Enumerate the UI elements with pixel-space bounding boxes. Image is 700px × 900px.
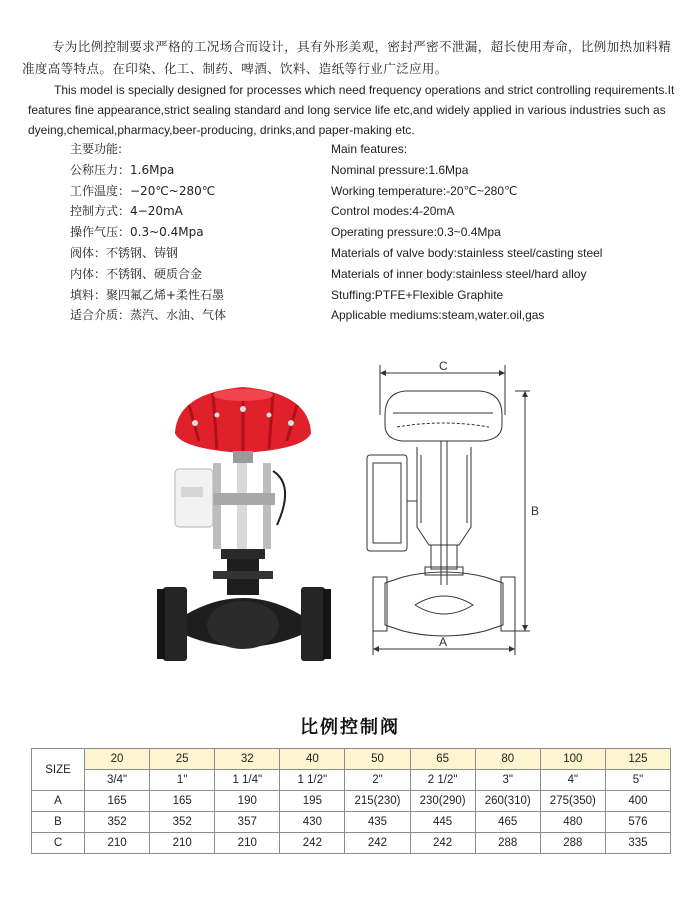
table-cell: 20 bbox=[85, 749, 150, 770]
table-cell: 445 bbox=[410, 812, 475, 833]
feature-cn-item: 阀体：不锈钢、铸钢 bbox=[70, 245, 179, 260]
table-cell: 25 bbox=[150, 749, 215, 770]
table-title: 比例控制阀 bbox=[300, 717, 400, 738]
table-cell: 335 bbox=[605, 833, 670, 854]
table-row-c bbox=[32, 833, 671, 854]
valve-photo bbox=[155, 375, 335, 665]
table-cell: 5" bbox=[605, 770, 670, 791]
table-cell: 288 bbox=[475, 833, 540, 854]
table-cell: 3/4" bbox=[85, 770, 150, 791]
table-cell: 480 bbox=[540, 812, 605, 833]
table-cell: 165 bbox=[85, 791, 150, 812]
table-cell: 260(310) bbox=[475, 791, 540, 812]
table-cell: 80 bbox=[475, 749, 540, 770]
feature-cn-item: 填料：聚四氟乙烯+柔性石墨 bbox=[70, 287, 225, 302]
feature-cn-item: 内体：不锈钢、硬质合金 bbox=[70, 266, 203, 281]
table-cell: 210 bbox=[150, 833, 215, 854]
table-cell: 32 bbox=[215, 749, 280, 770]
feature-cn-item: 公称压力：1.6Mpa bbox=[70, 162, 175, 177]
table-cell: 357 bbox=[215, 812, 280, 833]
table-cell: 100 bbox=[540, 749, 605, 770]
features-cn-heading: 主要功能: bbox=[70, 142, 123, 156]
table-cell: 165 bbox=[150, 791, 215, 812]
table-cell: 65 bbox=[410, 749, 475, 770]
row-label: C bbox=[32, 833, 85, 854]
table-cell: 435 bbox=[345, 812, 410, 833]
feature-en-item: Applicable mediums:steam,water.oil,gas bbox=[331, 308, 545, 323]
table-cell: 275(350) bbox=[540, 791, 605, 812]
table-cell: 242 bbox=[345, 833, 410, 854]
size-header: SIZE bbox=[32, 749, 85, 791]
feature-cn-item: 控制方式：4−20mA bbox=[70, 204, 183, 219]
table-cell: 210 bbox=[215, 833, 280, 854]
feature-en-item: Materials of valve body:stainless steel/casting steel bbox=[331, 245, 603, 260]
features-cn-list bbox=[70, 139, 320, 326]
feature-en-item: Nominal pressure:1.6Mpa bbox=[331, 162, 469, 177]
features-en-heading: Main features: bbox=[331, 142, 408, 156]
table-row-dn bbox=[32, 749, 671, 770]
label-c: C bbox=[439, 359, 448, 373]
table-cell: 125 bbox=[605, 749, 670, 770]
feature-cn-item: 操作气压：0.3~0.4Mpa bbox=[70, 225, 204, 240]
table-cell: 400 bbox=[605, 791, 670, 812]
label-a: A bbox=[439, 635, 448, 649]
table-cell: 190 bbox=[215, 791, 280, 812]
label-b: B bbox=[531, 504, 540, 518]
table-cell: 195 bbox=[280, 791, 345, 812]
intro-english: This model is specially designed for processes which need frequency operations and strict controlling requirements.It features fine appearance,strict sealing standard and long service life etc,and widely applied in various industries such as dyeing,chemical,pharmacy,beer-producing, drinks,and paper-making etc. bbox=[28, 83, 675, 137]
table-cell: 1 1/2" bbox=[280, 770, 345, 791]
table-cell: 40 bbox=[280, 749, 345, 770]
table-cell: 465 bbox=[475, 812, 540, 833]
dimension-table bbox=[31, 748, 671, 854]
intro-chinese: 专为比例控制要求严格的工况场合而设计，具有外形美观，密封严密不泄漏，超长使用寿命，比例加热加料精准度高等特点。在印染、化工、制药、啤酒、饮料、造纸等行业广泛应用。 bbox=[22, 39, 672, 76]
row-label: B bbox=[32, 812, 85, 833]
table-cell: 50 bbox=[345, 749, 410, 770]
table-cell: 242 bbox=[280, 833, 345, 854]
table-cell: 3" bbox=[475, 770, 540, 791]
table-cell: 1 1/4" bbox=[215, 770, 280, 791]
table-cell: 576 bbox=[605, 812, 670, 833]
table-cell: 288 bbox=[540, 833, 605, 854]
feature-cn-item: 工作温度：−20℃~280℃ bbox=[70, 183, 216, 198]
feature-cn-item: 适合介质：蒸汽、水油、气体 bbox=[70, 308, 227, 323]
features-en-list bbox=[331, 139, 691, 326]
feature-en-item: Stuffing:PTFE+Flexible Graphite bbox=[331, 287, 504, 302]
table-cell: 2" bbox=[345, 770, 410, 791]
table-cell: 4" bbox=[540, 770, 605, 791]
table-cell: 230(290) bbox=[410, 791, 475, 812]
dimension-drawing bbox=[355, 355, 550, 655]
row-label: A bbox=[32, 791, 85, 812]
table-cell: 1" bbox=[150, 770, 215, 791]
table-cell: 352 bbox=[85, 812, 150, 833]
table-row-b bbox=[32, 812, 671, 833]
feature-en-item: Operating pressure:0.3~0.4Mpa bbox=[331, 225, 501, 240]
feature-en-item: Control modes:4-20mA bbox=[331, 204, 455, 219]
table-cell: 2 1/2" bbox=[410, 770, 475, 791]
table-cell: 210 bbox=[85, 833, 150, 854]
table-row-a bbox=[32, 791, 671, 812]
feature-en-item: Working temperature:-20℃~280℃ bbox=[331, 183, 518, 198]
feature-en-item: Materials of inner body:stainless steel/hard alloy bbox=[331, 266, 587, 281]
table-cell: 215(230) bbox=[345, 791, 410, 812]
table-cell: 352 bbox=[150, 812, 215, 833]
table-cell: 430 bbox=[280, 812, 345, 833]
table-row-inch bbox=[32, 770, 671, 791]
table-cell: 242 bbox=[410, 833, 475, 854]
